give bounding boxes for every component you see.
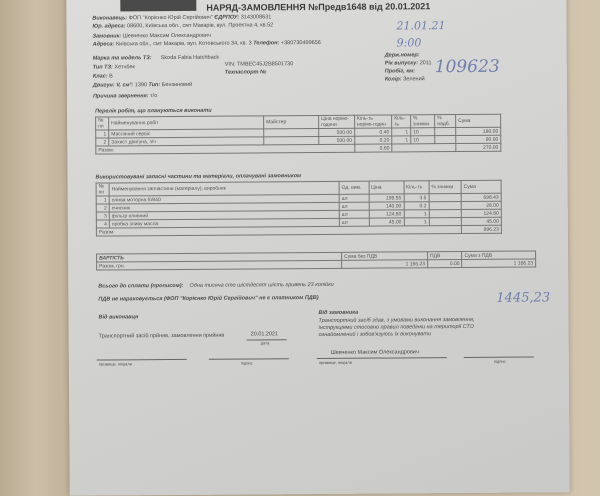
executor-address: Юр. адреса: 08600, Київська обл., смт Макарів, вул. Проектна 4, кв.52 (92, 22, 274, 30)
accepted-text: Транспортний засіб прйняв, замовлення прийняв (98, 332, 225, 340)
customer-sign-label: Від замовника (318, 309, 359, 316)
executor-sign-caption: підпис (240, 360, 253, 366)
customer-name: Шевченко Максим Олександрович (330, 349, 419, 356)
reg-number: Держ.номер: (384, 52, 420, 59)
document-title: НАРЯД-ЗАМОВЛЕННЯ №Предв1648 від 20.01.2021 (206, 1, 431, 13)
customer-sign-caption: підпис (493, 358, 506, 364)
visit-reason: Причина звернення: т/о (92, 93, 158, 100)
cost-table: ВАРТІСТЬ Сума без ПДВ ПДВ Сума з ПДВ Разом, грн. 1 166.23 0.00 1 166.23 (96, 250, 536, 270)
executor-line: Виконавець: ФОП "Корієнко Юрій Сергійович" ЄДРПОУ: 3143008631 (92, 14, 272, 22)
handwritten-mileage: 109623 (434, 56, 500, 78)
parts-total-row: Разом: 896.23 (96, 225, 501, 236)
executor-name-label: прізвище, ініціали (98, 361, 132, 367)
table-row: 3 фільтр оливний шт 124.80 1 124.80 (96, 209, 501, 220)
vehicle-type: Тип ТЗ: Хетчбек (92, 64, 135, 71)
customer-name-label: прізвище, ініціали (318, 359, 352, 365)
works-title: Перелік робіт, що плануються виконати (95, 107, 212, 115)
redacted-logo (120, 0, 196, 11)
mileage-label: Пробіг, км: (384, 68, 416, 75)
work-order-document (66, 0, 569, 496)
color: Колір: Зелений (384, 76, 425, 83)
works-header: № пп Найменування робіт Майстер Ціна нормо-години Кіль-ть нормо-годин Кіль-ть % знижки % надб. Сума (96, 114, 501, 130)
vin: VIN: TMBEC45J2B8501730 (224, 61, 294, 68)
year: Рік випуску: 2011 (384, 60, 432, 67)
handwritten-time: 9:00 (396, 36, 422, 50)
customer-consent-1: Транспортний засіб здав, з умовами виконання замовлення, (318, 316, 475, 324)
table-row: 1 Масляний сервіс 500.00 0.40 1 10 180.00 (96, 127, 501, 138)
date-label: дата (260, 340, 270, 346)
vehicle-class: Клас: B (92, 73, 113, 80)
table-row: 1 олива моторна 5W40 шт 199.55 3.5 698.43 (96, 193, 501, 204)
parts-header: № пп Найменування запчастини (матеріалу), виробник Од. вим. Ціна Кіль-ть % знижки Сума (96, 180, 501, 196)
accepted-date: 20.01.2021 (250, 331, 279, 338)
executor-sign-label: Від виконавця (98, 314, 139, 321)
amount-in-words: Всього до сплати (прописом): Одна тисяча сто шістдесят шість гривень 23 копійки (98, 281, 334, 290)
customer-line: Замовник: Шевченко Максим Олександрович (92, 32, 211, 40)
vehicle-make: Марка та модель ТЗ: Skoda Fabia Hatchback (92, 54, 220, 62)
customer-consent-3: ознайомлений і зобов'язуюсь їх виконувати (318, 331, 432, 338)
vehicle-engine: Двигун: V, см³: 1390 Тип: Бензиновий (92, 81, 193, 89)
table-row: 2 очисник шт 140.00 0.2 28.00 (96, 201, 501, 212)
parts-title: Використовувані запасні частини та матеріали, оплачувані замовником (95, 173, 302, 181)
table-row: 2 Захист двигуна, з/ч 500.00 0.20 1 10 90.00 (96, 135, 501, 146)
passport-label: Техпаспорт № (224, 69, 267, 76)
handwritten-date: 21.01.21 (396, 19, 446, 33)
table-row: 4 пробка зливу масла шт 45.00 1 45.00 (96, 217, 501, 228)
parts-table (96, 180, 502, 237)
works-table (95, 114, 501, 155)
customer-consent-2: інструкціями стосовно правил поведінки на території СТО (318, 323, 474, 331)
handwritten-total: 1445,23 (496, 290, 551, 306)
vat-note: ПДВ не нараховується (ФОП "Корієнко Юрій Сергійович" не є платником ПДВ) (98, 294, 319, 303)
works-total-row: Разом: 0.60 270.00 (96, 143, 501, 154)
customer-address: Адреса: Київська обл., смт Макарів, вул. Котовського 34, кв. 3 Телефон: +380730499656 (92, 39, 321, 48)
